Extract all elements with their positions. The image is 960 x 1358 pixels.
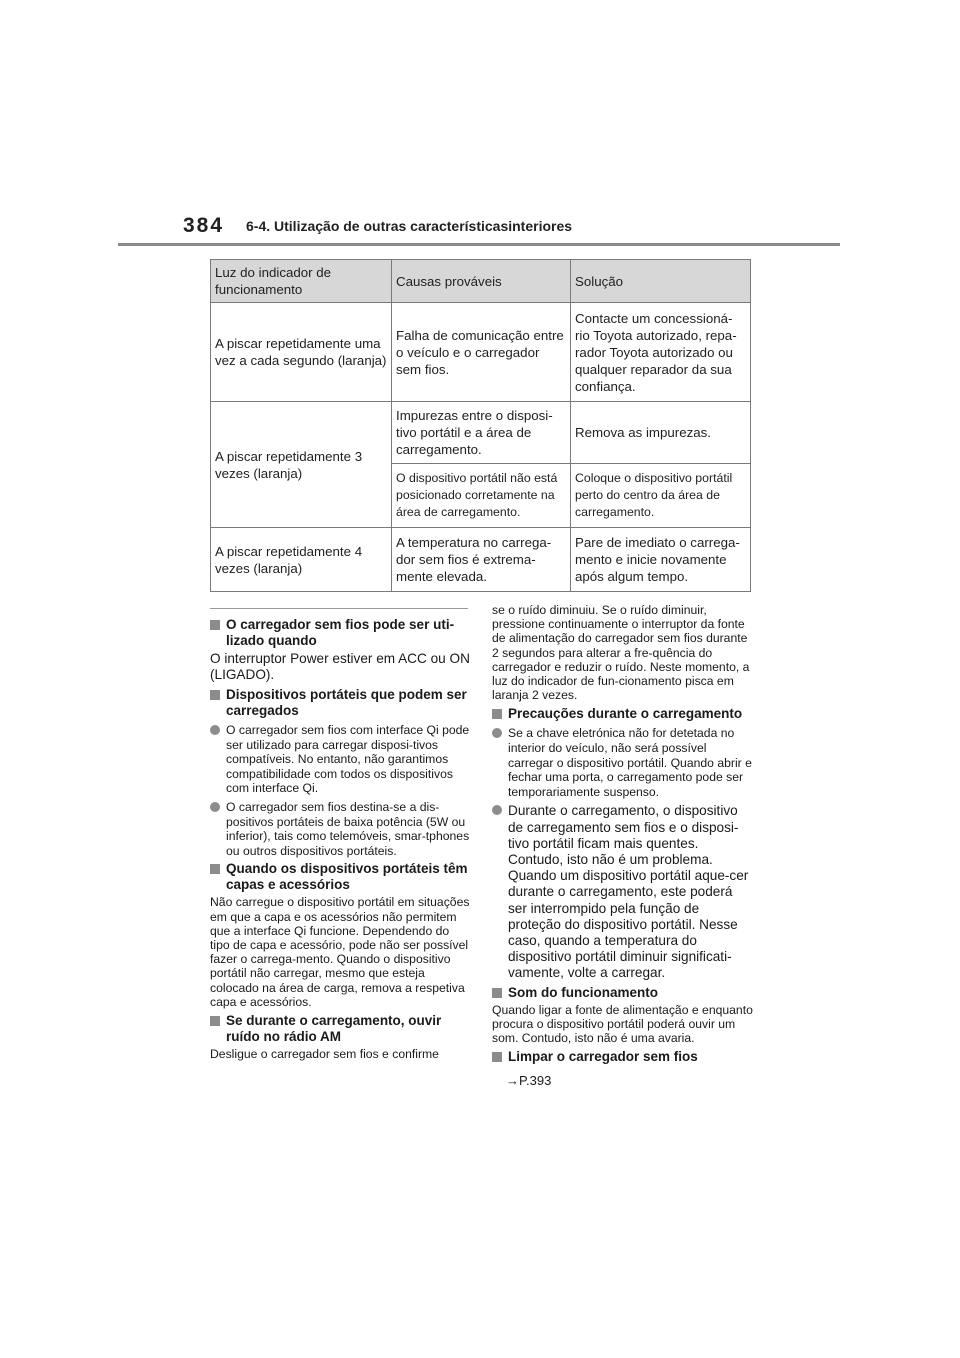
note-heading bbox=[492, 706, 754, 722]
table-cell-indicator: A piscar repetidamente uma vez a cada segundo (laranja) bbox=[211, 303, 392, 402]
note-heading-text: Dispositivos portáteis que podem ser carregados bbox=[226, 687, 467, 718]
note-heading bbox=[210, 1013, 472, 1045]
note-bullet-text: Durante o carregamento, o dispositivo de carregamento sem fios e o disposi-tivo portátil ficam mais quentes. Contudo, isto não é um problema. Quando um dispositivo portátil aque-cer durante o carregamento, este poderá ser interrompido pela função de proteção do dispositivo portátil. Nesse caso, quando a temperatura do dispositivo portátil diminuir significati-vamente, volte a carregar. bbox=[508, 803, 749, 981]
square-bullet-icon bbox=[492, 988, 502, 998]
table-row bbox=[211, 402, 751, 464]
note-bullet-text: Se a chave eletrónica não for detetada no interior do veículo, não será possível carregar o dispositivo portátil. Quando abrir e fechar uma porta, o carregamento pode ser temporariamente suspenso. bbox=[508, 726, 752, 799]
square-bullet-icon bbox=[210, 620, 220, 630]
table-header-solution: Solução bbox=[571, 260, 751, 303]
circle-bullet-icon bbox=[492, 728, 502, 738]
section-title: 6-4. Utilização de outras característicasinteriores bbox=[246, 218, 573, 234]
note-text: Desligue o carregador sem fios e confirme bbox=[210, 1046, 439, 1061]
page-reference-link[interactable]: →P.393 bbox=[506, 1073, 552, 1089]
table-cell-solution: Remova as impurezas. bbox=[571, 402, 751, 464]
notes-left-column bbox=[210, 614, 472, 1065]
note-heading-text: Precauções durante o carregamento bbox=[508, 706, 743, 722]
note-text: Quando ligar a fonte de alimentação e enquanto procura o dispositivo portátil poderá ouvir um som. Contudo, isto não é uma avaria. bbox=[492, 1002, 753, 1046]
table-cell-cause: Impurezas entre o disposi-tivo portátil e a área de carregamento. bbox=[392, 402, 571, 464]
square-bullet-icon bbox=[210, 864, 220, 874]
page-number: 384 bbox=[183, 214, 225, 237]
table-cell-cause: Falha de comunicação entre o veículo e o carregador sem fios. bbox=[392, 303, 571, 402]
note-bullet-text: O carregador sem fios destina-se a dis-positivos portáteis de baixa potência (5W ou inferior), tais como telemóveis, smar-tphones ou outros dispositivos portáteis. bbox=[226, 799, 470, 858]
square-bullet-icon bbox=[210, 1016, 220, 1026]
note-bullet-text: O carregador sem fios com interface Qi pode ser utilizado para carregar disposi-tivos compatíveis. No entanto, não garantimos compatibilidade com todos os dispositivos com interface Qi. bbox=[226, 723, 470, 796]
note-text: se o ruído diminuiu. Se o ruído diminuir, pressione continuamente o interruptor da fonte de alimentação do carregador sem fios durante 2 segundos para alterar a fre-quência do carregador e reduzir o ruído. Neste momento, a luz do indicador de fun-cionamento pisca em laranja 2 vezes. bbox=[492, 603, 750, 703]
note-heading-text: Som do funcionamento bbox=[508, 984, 658, 1000]
note-heading-text: Limpar o carregador sem fios bbox=[508, 1049, 698, 1065]
note-text: Não carregue o dispositivo portátil em situações em que a capa e os acessórios não permitem que a interface Qi funcione. Dependendo do tipo de capa e acessório, pode não ser possível fazer o carrega-mento. Quando o dispositivo portátil não carregar, mesmo que esteja colocado na área de carga, remova a respetiva capa e acessórios. bbox=[210, 895, 470, 1009]
table-row bbox=[211, 528, 751, 592]
note-heading bbox=[210, 617, 472, 649]
square-bullet-icon bbox=[210, 690, 220, 700]
note-bullet-item bbox=[210, 800, 472, 858]
square-bullet-icon bbox=[492, 1052, 502, 1062]
note-bullet-item bbox=[210, 723, 472, 796]
notes-right-column bbox=[492, 601, 754, 1088]
indicator-table bbox=[210, 259, 751, 592]
note-bullet-item bbox=[492, 726, 754, 799]
square-bullet-icon bbox=[492, 709, 502, 719]
notes-divider bbox=[210, 608, 468, 609]
table-cell-indicator: A piscar repetidamente 3 vezes (laranja) bbox=[211, 402, 392, 528]
table-row bbox=[211, 303, 751, 402]
table-cell-cause: O dispositivo portátil não está posicionado corretamente na área de carregamento. bbox=[392, 464, 571, 528]
table-header-indicator: Luz do indicador de funcionamento bbox=[211, 260, 392, 303]
table-header-causes: Causas prováveis bbox=[392, 260, 571, 303]
note-heading bbox=[492, 985, 754, 1001]
note-text: O interruptor Power estiver em ACC ou ON (LIGADO). bbox=[210, 651, 470, 682]
note-heading bbox=[492, 1049, 754, 1065]
note-bullet-item bbox=[492, 803, 754, 981]
table-cell-solution: Coloque o dispositivo portátil perto do centro da área de carregamento. bbox=[571, 464, 751, 528]
circle-bullet-icon bbox=[492, 805, 502, 815]
table-cell-indicator: A piscar repetidamente 4 vezes (laranja) bbox=[211, 528, 392, 592]
table-header-row bbox=[211, 260, 751, 303]
header-divider bbox=[118, 243, 840, 246]
note-heading-text: O carregador sem fios pode ser uti-lizado quando bbox=[226, 617, 455, 648]
note-heading bbox=[210, 687, 472, 719]
circle-bullet-icon bbox=[210, 725, 220, 735]
note-heading-text: Se durante o carregamento, ouvir ruído no rádio AM bbox=[226, 1012, 442, 1044]
table-cell-solution: Pare de imediato o carrega-mento e inicie novamente após algum tempo. bbox=[571, 528, 751, 592]
table-cell-cause: A temperatura no carrega-dor sem fios é extrema-mente elevada. bbox=[392, 528, 571, 592]
note-heading-text: Quando os dispositivos portáteis têm capas e acessórios bbox=[226, 861, 468, 893]
note-heading bbox=[210, 861, 472, 893]
circle-bullet-icon bbox=[210, 802, 220, 812]
table-cell-solution: Contacte um concessioná-rio Toyota autorizado, repa-rador Toyota autorizado ou qualquer reparador da sua confiança. bbox=[571, 303, 751, 402]
